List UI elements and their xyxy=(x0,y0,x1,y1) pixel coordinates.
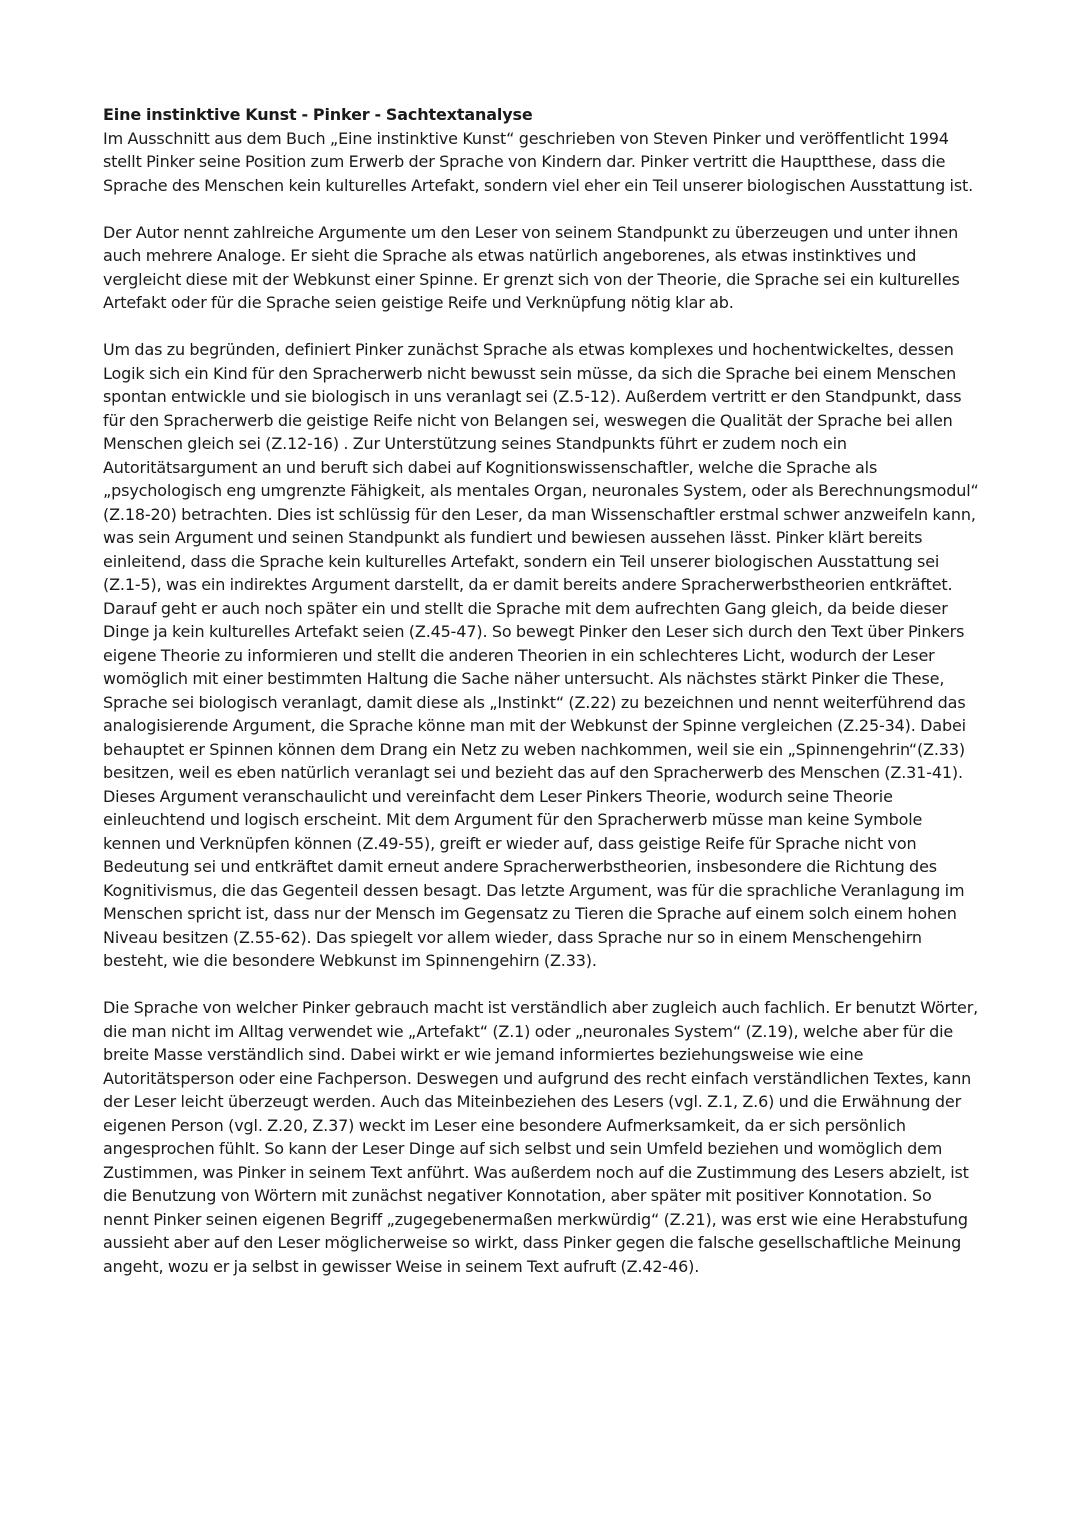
paragraph-arguments-overview: Der Autor nennt zahlreiche Argumente um den Leser von seinem Standpunkt zu überzeugen und unter ihnen auch mehrere Analoge. Er sieht die Sprache als etwas natürlich angeborenes, als etwas instinktives und vergleicht diese mit der Webkunst einer Spinne. Er grenzt sich von der Theorie, die Sprache sei ein kulturelles Artefakt oder für die Sprache seien geistige Reife und Verknüpfung nötig klar ab. xyxy=(103,222,960,312)
document-page xyxy=(103,103,981,1302)
paragraph-language-analysis: Die Sprache von welcher Pinker gebrauch macht ist verständlich aber zugleich auch fachlich. Er benutzt Wörter, die man nicht im Alltag verwendet wie „Artefakt“ (Z.1) oder „neuronales System“ (Z.19), welche aber für die breite Masse verständlich sind. Dabei wirkt er wie jemand informiertes beziehungsweise wie eine Autoritätsperson oder eine Fachperson. Deswegen und aufgrund des recht einfach verständlichen Textes, kann der Leser leicht überzeugt werden. Auch das Miteinbeziehen des Lesers (vgl. Z.1, Z.6) und die Erwähnung der eigenen Person (vgl. Z.20, Z.37) weckt im Leser eine besondere Aufmerksamkeit, da er sich persönlich angesprochen fühlt. So kann der Leser Dinge auf sich selbst und sein Umfeld beziehen und womöglich dem Zustimmen, was Pinker in seinem Text anführt. Was außerdem noch auf die Zustimmung des Lesers abzielt, ist die Benutzung von Wörtern mit zunächst negativer Konnotation, aber später mit positiver Konnotation. So nennt Pinker seinen eigenen Begriff „zugegebenermaßen merkwürdig“ (Z.21), was erst wie eine Herabstufung aussieht aber auf den Leser möglicherweise so wirkt, dass Pinker gegen die falsche gesellschaftliche Meinung angeht, wozu er ja selbst in gewisser Weise in seinem Text aufruft (Z.42-46). xyxy=(103,998,979,1276)
document-title: Eine instinktive Kunst - Pinker - Sachtextanalyse xyxy=(103,105,533,124)
paragraph-introduction: Im Ausschnitt aus dem Buch „Eine instinktive Kunst“ geschrieben von Steven Pinker und veröffentlicht 1994 stellt Pinker seine Position zum Erwerb der Sprache von Kindern dar. Pinker vertritt die Hauptthese, dass die Sprache des Menschen kein kulturelles Artefakt, sondern viel eher ein Teil unserer biologischen Ausstattung ist. xyxy=(103,128,974,195)
paragraph-argument-analysis: Um das zu begründen, definiert Pinker zunächst Sprache als etwas komplexes und hochentwickeltes, dessen Logik sich ein Kind für den Spracherwerb nicht bewusst sein müsse, da sich die Sprache bei einem Menschen spontan entwickle und sie biologisch in uns veranlagt sei (Z.5-12). Außerdem vertritt er den Standpunkt, dass für den Spracherwerb die geistige Reife nicht von Belangen sei, weswegen die Qualität der Sprache bei allen Menschen gleich sei (Z.12-16) . Zur Unterstützung seines Standpunkts führt er zudem noch ein Autoritätsargument an und beruft sich dabei auf Kognitionswissenschaftler, welche die Sprache als „psychologisch eng umgrenzte Fähigkeit, als mentales Organ, neuronales System, oder als Berechnungsmodul“ (Z.18-20) betrachten. Dies ist schlüssig für den Leser, da man Wissenschaftler erstmal schwer anzweifeln kann, was sein Argument und seinen Standpunkt als fundiert und bewiesen aussehen lässt. Pinker klärt bereits einleitend, dass die Sprache kein kulturelles Artefakt, sondern ein Teil unserer biologischen Ausstattung sei (Z.1-5), was ein indirektes Argument darstellt, da er damit bereits andere Spracherwerbstheorien entkräftet. Darauf geht er auch noch später ein und stellt die Sprache mit dem aufrechten Gang gleich, da beide dieser Dinge ja kein kulturelles Artefakt seien (Z.45-47). So bewegt Pinker den Leser sich durch den Text über Pinkers eigene Theorie zu informieren und stellt die anderen Theorien in ein schlechteres Licht, wodurch der Leser womöglich mit einer bestimmten Haltung die Sache näher untersucht. Als nächstes stärkt Pinker die These, Sprache sei biologisch veranlagt, damit diese als „Instinkt“ (Z.22) zu bezeichnen und nennt weiterführend das analogisierende Argument, die Sprache könne man mit der Webkunst der Spinne vergleichen (Z.25-34). Dabei behauptet er Spinnen können dem Drang ein Netz zu weben nachkommen, weil sie ein „Spinnengehrin“(Z.33) besitzen, weil es eben natürlich veranlagt sei und bezieht das auf den Spracherwerb des Menschen (Z.31-41). Dieses Argument veranschaulicht und vereinfacht dem Leser Pinkers Theorie, wodurch seine Theorie einleuchtend und logisch erscheint. Mit dem Argument für den Spracherwerb müsse man keine Symbole kennen und Verknüpfen können (Z.49-55), greift er wieder auf, dass geistige Reife für Sprache nicht von Bedeutung sei und entkräftet damit erneut andere Spracherwerbstheorien, insbesondere die Richtung des Kognitivismus, die das Gegenteil dessen besagt. Das letzte Argument, was für die sprachliche Veranlagung im Menschen spricht ist, dass nur der Mensch im Gegensatz zu Tieren die Sprache auf einem solch einem hohen Niveau besitzen (Z.55-62). Das spiegelt vor allem wieder, dass Sprache nur so in einem Menschengehirn besteht, wie die besondere Webkunst im Spinnengehirn (Z.33). xyxy=(103,340,979,970)
